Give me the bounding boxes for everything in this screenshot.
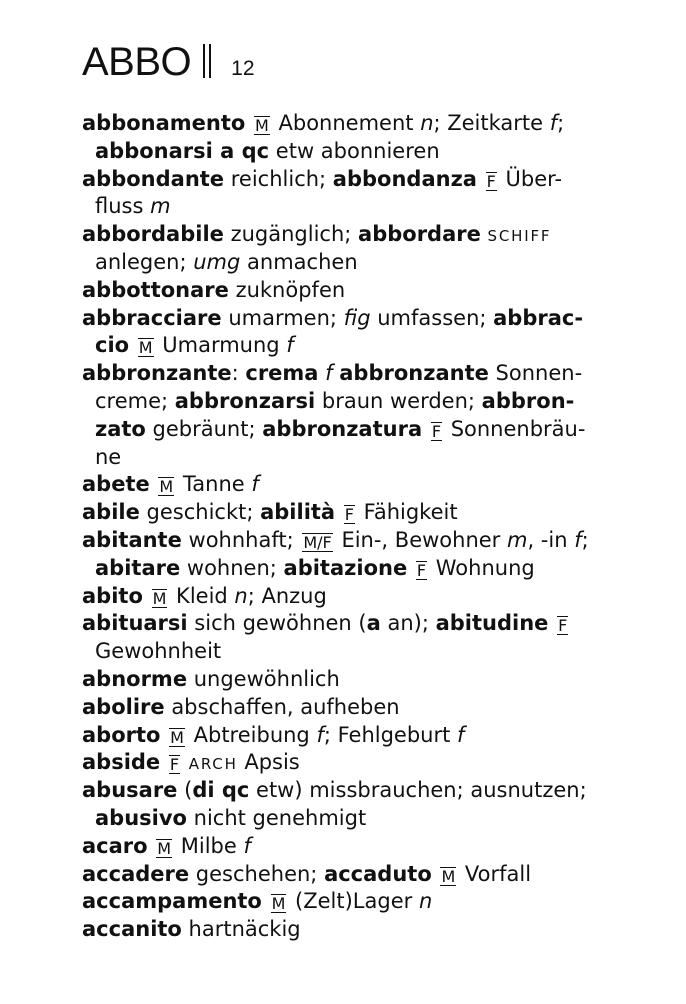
definition-text: ( (177, 778, 193, 803)
grammar-abbrev: umg (193, 249, 241, 274)
definition-text: wohnen; (180, 555, 284, 580)
gender-marker: M (441, 866, 456, 886)
entry-line (82, 555, 618, 583)
definition-text: Abtreibung (186, 722, 317, 747)
dictionary-entries (82, 110, 618, 944)
headword: abbonarsi a qc (95, 138, 270, 163)
definition-text: creme; (95, 388, 175, 413)
entry-line (82, 249, 618, 277)
definition-text (143, 584, 150, 608)
definition-text: Apsis (237, 750, 300, 775)
entry-line (82, 360, 618, 388)
headword: abside (82, 750, 161, 775)
grammar-abbrev: f (251, 472, 259, 497)
headword: aborto (82, 722, 161, 747)
headword: abitudine (435, 611, 549, 636)
entry-line (82, 583, 618, 611)
definition-text: Wohnung (429, 555, 535, 580)
definition-text (160, 723, 167, 747)
headword: abituarsi (82, 611, 188, 636)
headword: zato (95, 416, 146, 441)
definition-text: wohnhaft; (181, 527, 301, 552)
definition-text: ; (581, 527, 589, 552)
definition-text (148, 834, 155, 858)
entry-line (82, 722, 618, 750)
headword: abbronzante (82, 361, 232, 386)
definition-text (432, 862, 439, 886)
headword: abbracciare (82, 305, 222, 330)
entry-line (82, 694, 618, 722)
headword: a (366, 611, 381, 636)
entry-line (82, 666, 618, 694)
definition-text: zugänglich; (223, 222, 359, 247)
headword: abitare (95, 555, 181, 580)
definition-text: gebräunt; (145, 416, 263, 441)
definition-text: Tanne (176, 472, 252, 497)
definition-text: (Zelt)Lager (288, 889, 419, 914)
headword: abitante (82, 527, 182, 552)
definition-text: etw abonnieren (269, 138, 440, 163)
gender-marker: M (138, 338, 153, 358)
grammar-abbrev: n (420, 111, 434, 135)
definition-text: braun werden; (315, 388, 482, 413)
definition-text: ne (95, 444, 122, 469)
definition-text: Fähigkeit (357, 500, 458, 525)
entry-line (82, 138, 618, 166)
headword: crema (245, 361, 319, 386)
gender-marker: F (169, 755, 180, 775)
definition-text: nicht genehmigt (186, 805, 367, 830)
entry-line (82, 805, 618, 833)
definition-text: , -in (527, 527, 575, 552)
entry-line (82, 777, 618, 805)
page-header (82, 40, 255, 85)
definition-text: anlegen; (95, 249, 194, 274)
definition-text: ; (557, 111, 565, 135)
headword: abitazione (283, 555, 408, 580)
headword: abito (82, 583, 143, 608)
headword: abbondante (82, 166, 225, 191)
definition-text: ungewöhnlich (187, 666, 340, 691)
definition-text: Sonnen- (488, 361, 583, 386)
headword: accampamento (82, 889, 262, 914)
definition-text (477, 167, 484, 191)
entry-line (82, 638, 618, 666)
entry-line (82, 861, 618, 889)
entry-line (82, 471, 618, 499)
headword: abbronzatura (262, 416, 423, 441)
page-number: 12 (231, 57, 255, 80)
definition-text: ; Fehlgeburt (323, 722, 458, 747)
definition-text: fluss (95, 194, 151, 219)
domain-label: ARCH (188, 755, 238, 774)
entry-line (82, 166, 618, 194)
definition-text: reichlich; (224, 166, 333, 191)
definition-text: Umarmung (155, 333, 287, 358)
headword: accadere (82, 861, 190, 886)
entry-line (82, 499, 618, 527)
definition-text (335, 500, 342, 524)
definition-text: Über- (498, 166, 563, 191)
gender-marker: F (558, 616, 568, 636)
definition-text: anmachen (240, 249, 358, 274)
grammar-abbrev: n (234, 583, 248, 608)
gender-marker: M/F (303, 532, 332, 552)
headword: abbondanza (332, 166, 477, 191)
definition-text (262, 889, 269, 913)
definition-text: abschaffen, aufheben (164, 694, 400, 719)
entry-line (82, 888, 618, 916)
entry-line (82, 332, 618, 360)
definition-text (150, 472, 157, 496)
grammar-abbrev: f (316, 722, 324, 747)
domain-label: SCHIFF (487, 227, 552, 246)
definition-text: Gewohnheit (95, 639, 222, 664)
definition-text: Abonnement (271, 111, 421, 135)
gender-marker: M (170, 727, 184, 747)
definition-text: geschehen; (189, 861, 325, 886)
definition-text: umarmen; (221, 305, 344, 330)
entry-line (82, 527, 618, 555)
definition-text (129, 333, 136, 357)
headword: abnorme (82, 666, 188, 691)
definition-text: an); (380, 611, 436, 636)
gender-marker: M (255, 116, 269, 135)
definition-text: ; Zeitkarte (433, 111, 550, 135)
entry-line (82, 749, 618, 777)
entry-line (82, 916, 618, 944)
double-bar-separator (203, 44, 215, 78)
entry-line (82, 444, 618, 472)
headword: abete (82, 472, 150, 497)
gender-marker: M (157, 838, 172, 858)
grammar-abbrev: fig (343, 305, 371, 330)
headword: abile (82, 500, 140, 525)
entry-line (82, 193, 618, 221)
entry-line (82, 305, 618, 333)
grammar-abbrev: f (325, 361, 333, 386)
entry-line (82, 610, 618, 638)
definition-text: ; Anzug (247, 583, 327, 608)
headword: di qc (192, 778, 250, 803)
gender-marker: M (152, 588, 167, 608)
headword: abbronzante (339, 361, 489, 386)
entry-line (82, 221, 618, 249)
gender-marker: F (344, 505, 354, 525)
entry-line (82, 277, 618, 305)
definition-text: Milbe (174, 833, 244, 858)
grammar-abbrev: f (243, 833, 251, 858)
definition-text: geschickt; (139, 500, 261, 525)
definition-text (407, 556, 414, 580)
definition-text: Kleid (169, 583, 235, 608)
definition-text: : (231, 361, 246, 386)
headword: abolire (82, 694, 165, 719)
entry-line (82, 388, 618, 416)
grammar-abbrev: f (574, 527, 582, 552)
gender-marker: M (271, 894, 286, 914)
gender-marker: M (159, 477, 174, 497)
definition-text: zuknöpfen (228, 277, 346, 302)
definition-text: hartnäckig (181, 917, 301, 942)
entry-line (82, 416, 618, 444)
grammar-abbrev: m (506, 527, 528, 552)
grammar-abbrev: f (286, 333, 294, 358)
entry-line (82, 110, 618, 138)
entry-line (82, 833, 618, 861)
running-headword: ABBO (82, 40, 192, 84)
grammar-abbrev: m (150, 194, 171, 219)
definition-text: Sonnenbräu- (444, 416, 586, 441)
headword: abbottonare (82, 277, 229, 302)
grammar-abbrev: f (457, 722, 465, 747)
gender-marker: F (431, 421, 442, 441)
definition-text: Vorfall (458, 861, 532, 886)
headword: abbronzarsi (174, 388, 316, 413)
headword: accaduto (324, 861, 432, 886)
definition-text: sich gewöhnen ( (187, 611, 367, 636)
headword: abilità (260, 500, 336, 525)
headword: abbordare (358, 222, 481, 247)
gender-marker: F (486, 171, 496, 191)
definition-text (481, 222, 488, 246)
headword: abusivo (95, 805, 187, 830)
definition-text: umfassen; (370, 305, 494, 330)
definition-text (182, 750, 189, 774)
headword: abbordabile (82, 222, 224, 247)
definition-text (422, 417, 429, 441)
definition-text (548, 611, 555, 635)
definition-text (160, 750, 167, 774)
definition-text (245, 111, 252, 135)
headword: abbonamento (82, 111, 246, 135)
grammar-abbrev: n (418, 889, 433, 914)
headword: cio (95, 333, 130, 358)
grammar-abbrev: f (549, 111, 558, 135)
headword: abbrac- (493, 305, 584, 330)
headword: abbron- (481, 388, 575, 413)
gender-marker: F (416, 560, 427, 580)
headword: accanito (82, 917, 182, 942)
headword: acaro (82, 833, 148, 858)
definition-text: etw) missbrauchen; ausnutzen; (249, 778, 587, 803)
headword: abusare (82, 778, 178, 803)
definition-text: Ein-, Bewohner (334, 527, 507, 552)
